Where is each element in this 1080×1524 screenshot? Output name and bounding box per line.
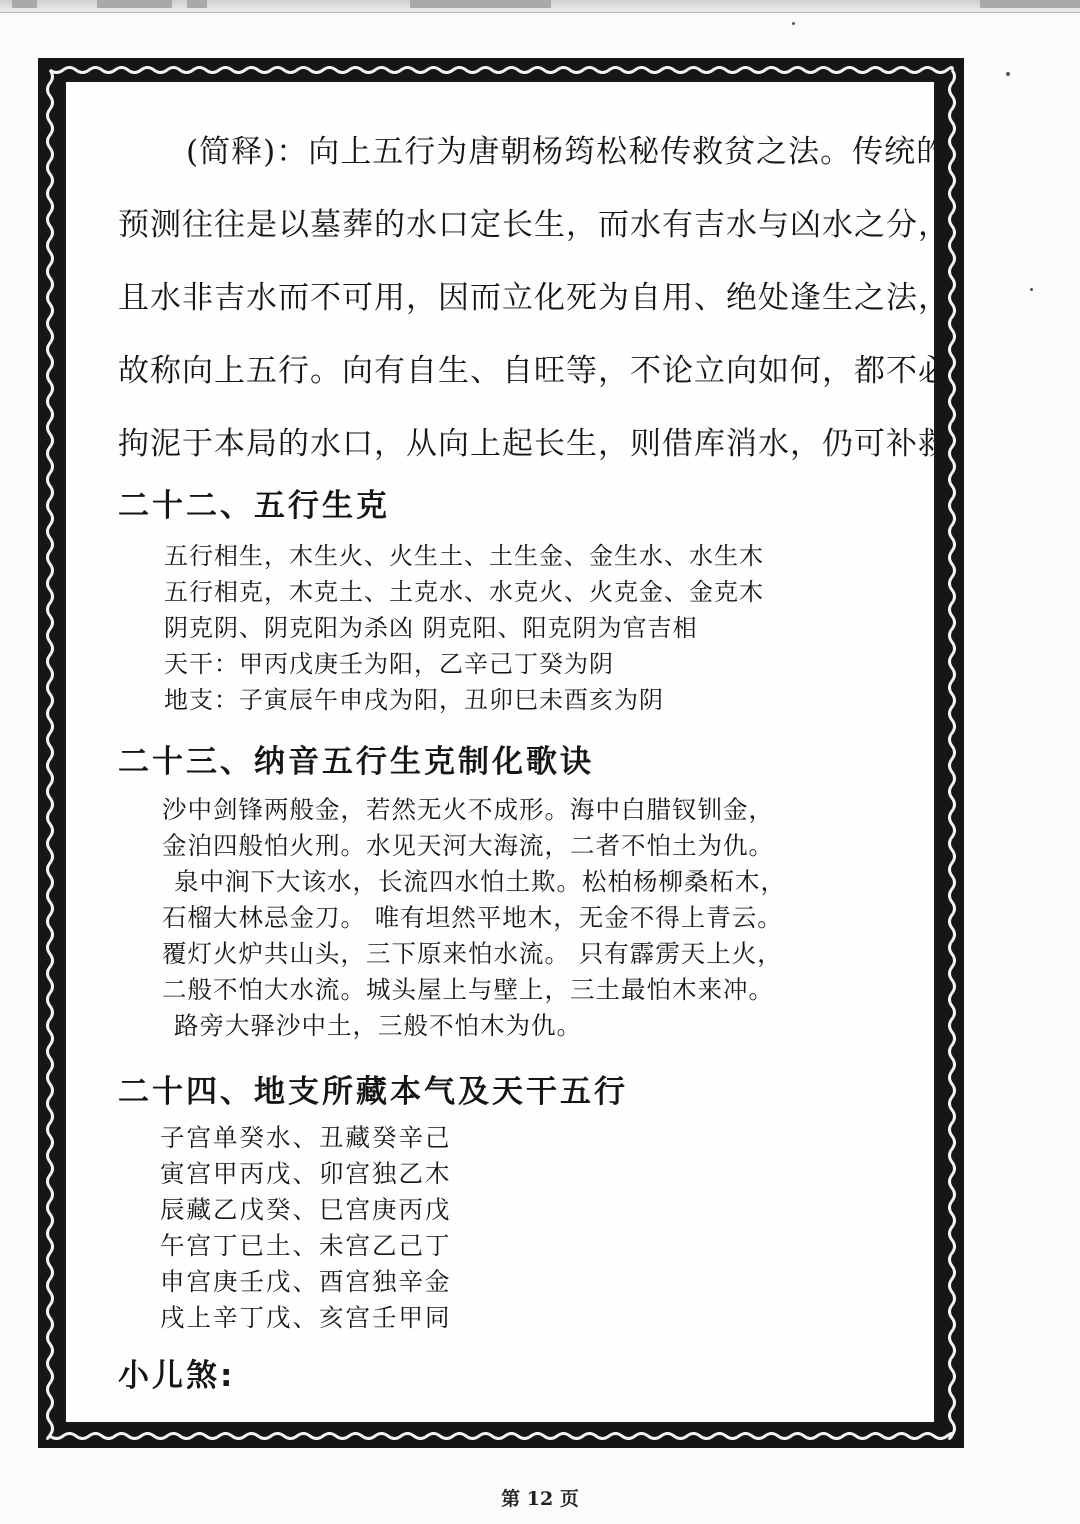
rope-wave-segment — [48, 70, 53, 1439]
intro-line: 预测往往是以墓葬的水口定长生，而水有吉水与凶水之分， — [118, 207, 950, 243]
scan-speck — [1006, 72, 1010, 76]
rule-line: 地支：子寅辰午申戌为阳，丑卯巳未酉亥为阴 — [164, 686, 664, 714]
section-23-verse — [162, 792, 786, 1044]
verse-line: 覆灯火炉共山头，三下原来怕水流。 只有霹雳天上火， — [162, 939, 783, 968]
intro-line: 且水非吉水而不可用，因而立化死为自用、绝处逢生之法， — [118, 280, 950, 316]
rule-line: 天干：甲丙戊庚壬为阳，乙辛己丁癸为阴 — [164, 650, 614, 678]
rule-line: 五行相生，木生火、火生土、土生金、金生水、水生木 — [164, 542, 764, 570]
page-content — [64, 80, 982, 1424]
section-24-body — [160, 1120, 452, 1336]
rope-wave-segment — [50, 1434, 952, 1439]
branch-line: 辰藏乙戊癸、巳宫庚丙戊 — [160, 1195, 452, 1224]
section-22-title: 二十二、五行生克 — [118, 488, 390, 524]
toolbar-tab[interactable] — [980, 0, 1080, 8]
verse-line: 石榴大林忌金刀。 唯有坦然平地木，无金不得上青云。 — [162, 903, 783, 932]
rule-line: 阴克阴、阴克阳为杀凶 阴克阳、阳克阴为官吉相 — [164, 614, 698, 642]
scan-speck — [1030, 288, 1033, 291]
branch-line: 戌上辛丁戊、亥宫壬甲同 — [160, 1303, 452, 1332]
intro-line: (简释)：向上五行为唐朝杨筠松秘传救贫之法。传统的 — [186, 134, 949, 170]
rope-wave-segment — [50, 68, 952, 73]
rope-wave-segment — [950, 70, 955, 1439]
verse-line: 沙中剑锋两般金，若然无火不成形。海中白腊钗钏金， — [162, 795, 774, 824]
scan-speck — [792, 22, 795, 25]
branch-line: 午宫丁已土、未宫乙己丁 — [160, 1231, 452, 1260]
verse-line: 泉中涧下大该水，长流四水怕土欺。松柏杨柳桑柘木， — [174, 867, 786, 896]
verse-line: 金泊四般怕火刑。水见天河大海流，二者不怕土为仇。 — [162, 831, 774, 860]
intro-line: 拘泥于本局的水口，从向上起长生，则借库消水，仍可补救。 — [118, 426, 982, 462]
branch-line: 寅宫甲丙戊、卯宫独乙木 — [160, 1159, 452, 1188]
decorative-page-frame — [38, 58, 982, 1448]
intro-paragraph — [118, 116, 982, 481]
page-number: 第 12 页 — [501, 1488, 579, 1510]
section-22-body — [164, 538, 764, 718]
toolbar-tab[interactable] — [97, 0, 172, 8]
toolbar-tab[interactable] — [12, 0, 37, 8]
toolbar-tab[interactable] — [187, 0, 207, 8]
child-sha-title: 小儿煞: — [118, 1358, 236, 1394]
section-23-title: 二十三、纳音五行生克制化歌诀 — [118, 744, 594, 780]
toolbar-tab[interactable] — [410, 0, 551, 8]
section-24-title: 二十四、地支所藏本气及天干五行 — [118, 1074, 628, 1110]
verse-line: 二般不怕大水流。城头屋上与壁上，三土最怕木来冲。 — [162, 975, 774, 1004]
verse-line: 路旁大驿沙中土，三般不怕木为仇。 — [174, 1011, 582, 1040]
rule-line: 五行相克，木克土、土克水、水克火、火克金、金克木 — [164, 578, 764, 606]
viewer-toolbar — [0, 0, 1080, 13]
intro-line: 故称向上五行。向有自生、自旺等，不论立向如何，都不必 — [118, 353, 950, 389]
branch-line: 申宫庚壬戊、酉宫独辛金 — [160, 1267, 452, 1296]
branch-line: 子宫单癸水、丑藏癸辛己 — [160, 1123, 452, 1152]
